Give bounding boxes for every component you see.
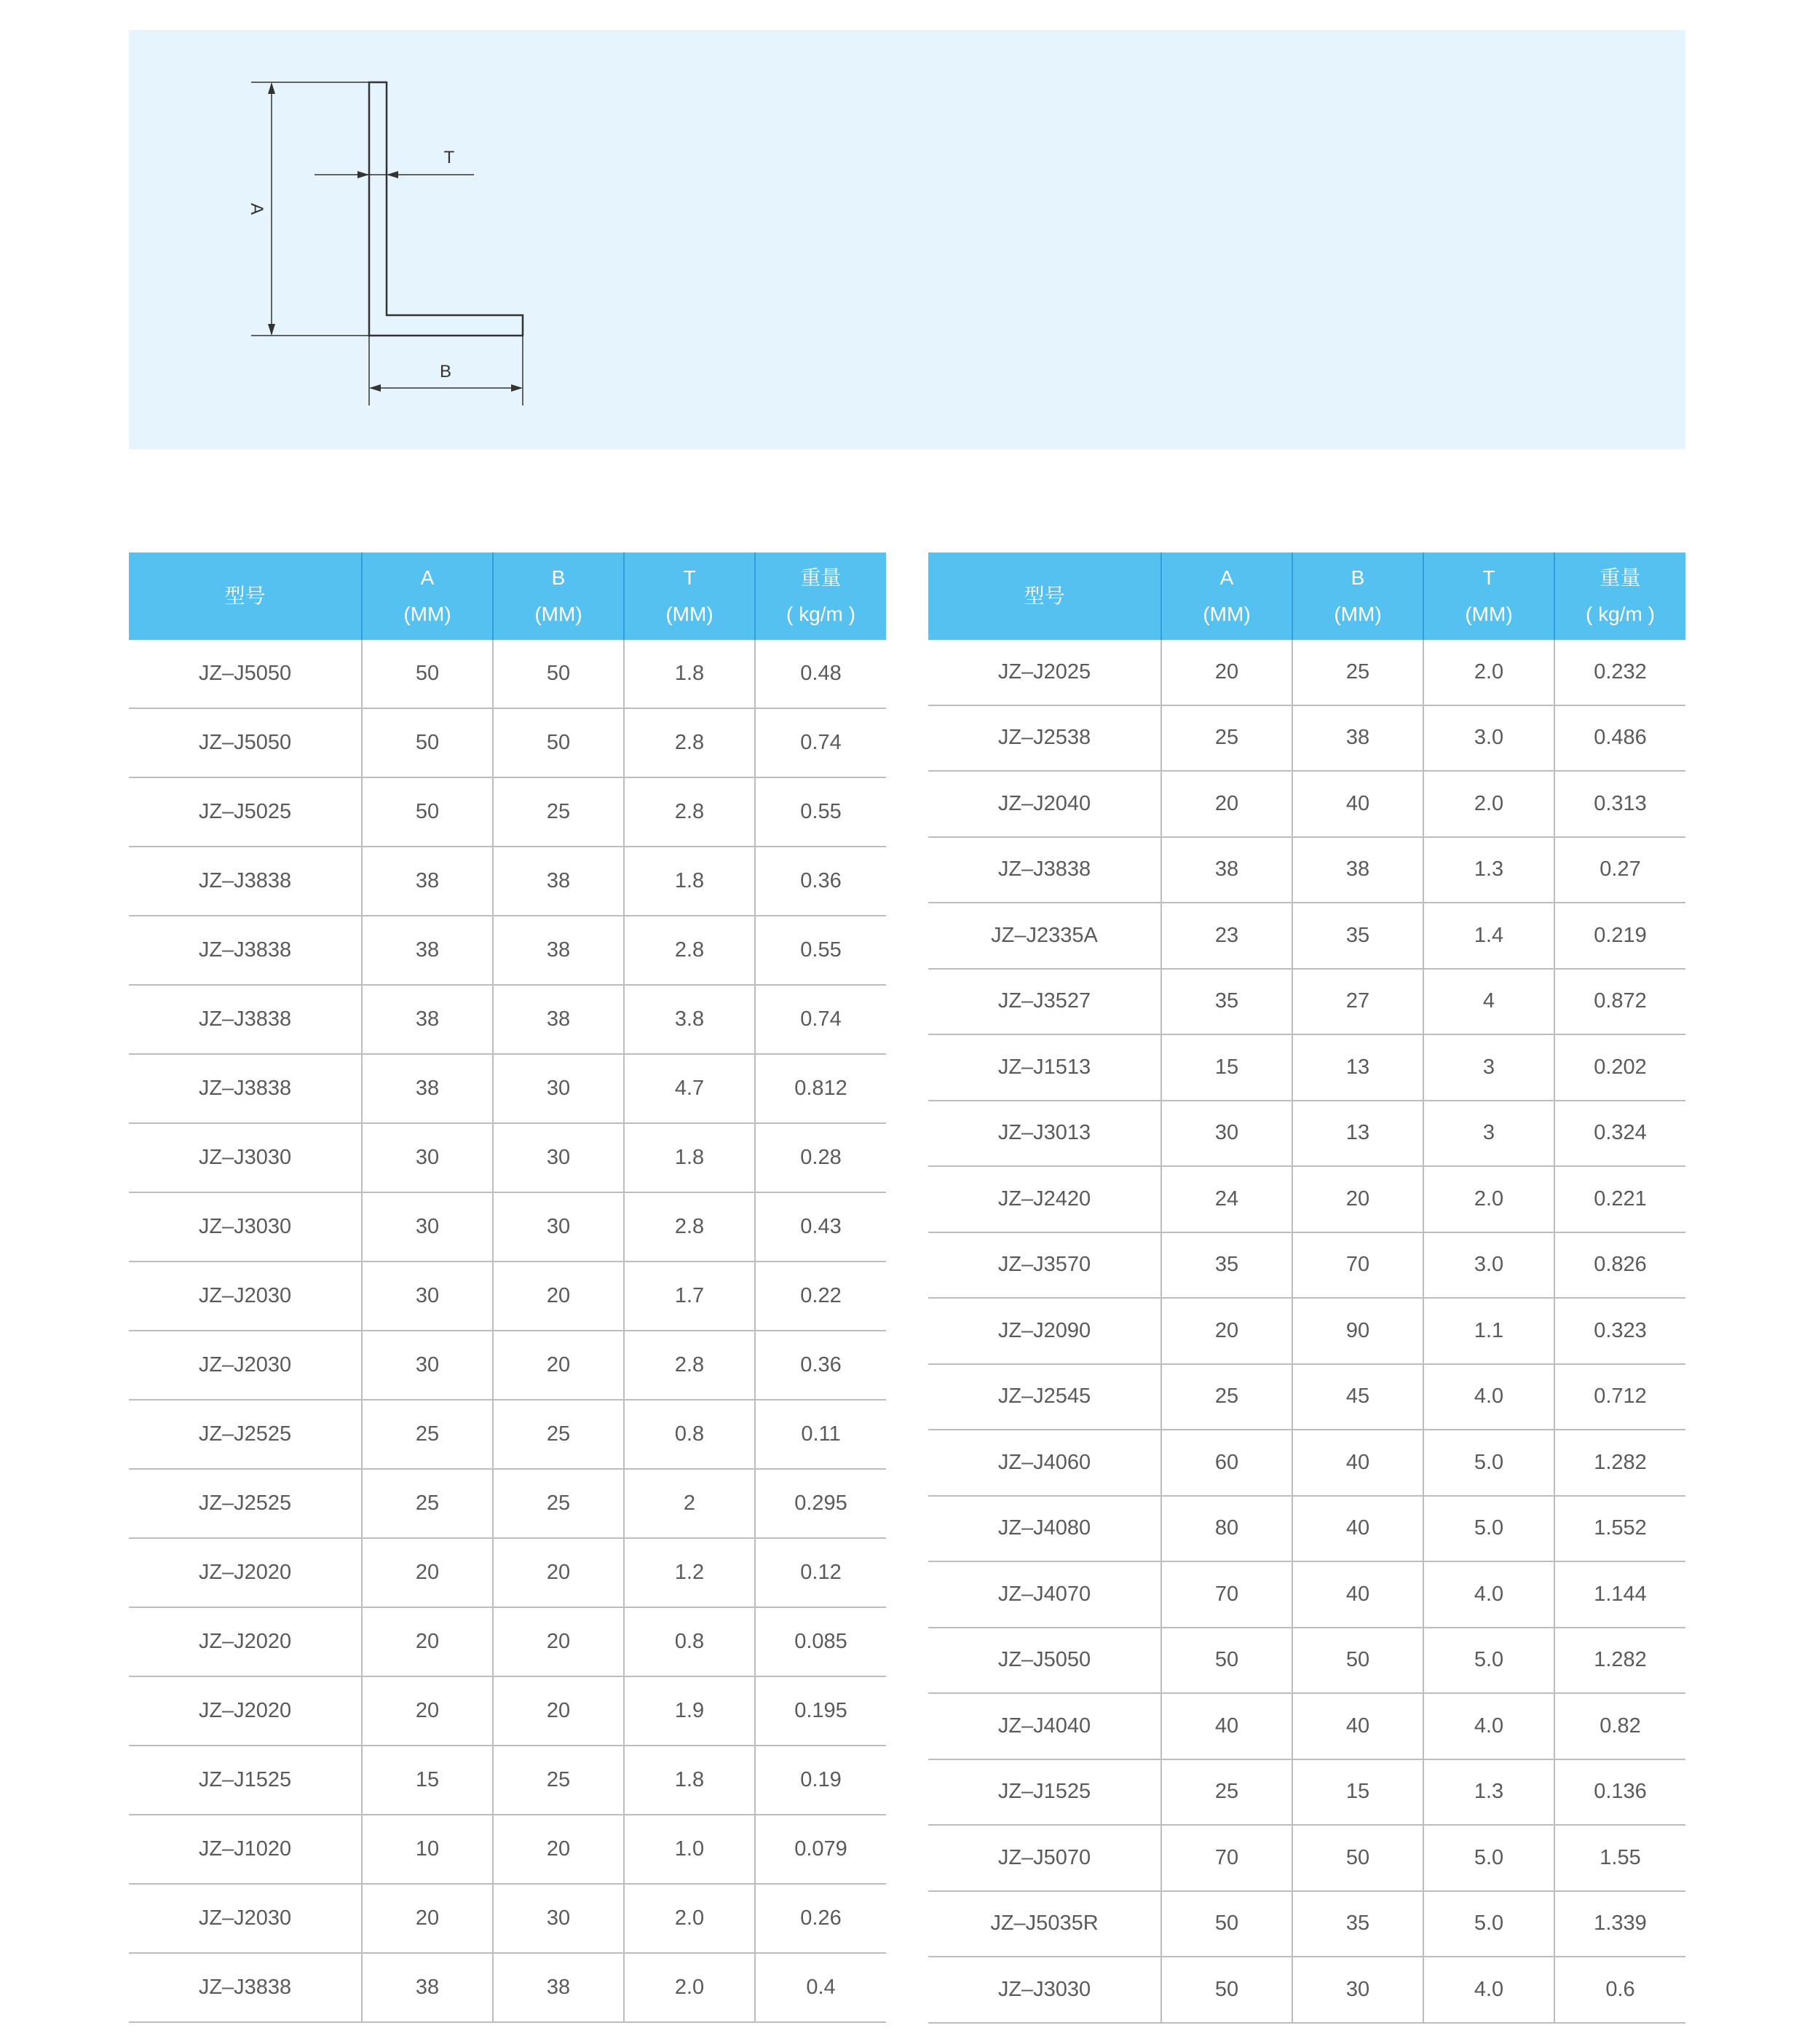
cell-b: 38 <box>493 916 624 985</box>
cell-model: JZ–J3030 <box>129 1123 362 1192</box>
dimension-label-a: A <box>247 202 266 215</box>
cell-model: JZ–J3838 <box>129 847 362 916</box>
cell-t: 3 <box>1423 1101 1554 1167</box>
cell-model: JZ–J2030 <box>129 1261 362 1331</box>
cell-t: 1.0 <box>624 1815 755 1884</box>
cell-weight: 0.12 <box>755 1538 886 1607</box>
cell-model: JZ–J2420 <box>928 1166 1161 1232</box>
cell-t: 2.8 <box>624 708 755 777</box>
header-b <box>493 552 624 640</box>
cell-t: 2.8 <box>624 777 755 847</box>
table-row <box>129 1815 886 1884</box>
table-row <box>129 916 886 985</box>
cell-model: JZ–J2030 <box>129 1884 362 1953</box>
cell-b: 38 <box>1292 705 1423 772</box>
cell-a: 30 <box>362 1331 493 1400</box>
cell-model: JZ–J2545 <box>928 1364 1161 1430</box>
cell-b: 25 <box>1292 640 1423 705</box>
cell-a: 30 <box>1161 1101 1292 1167</box>
cell-b: 15 <box>1292 1759 1423 1826</box>
cell-t: 3.0 <box>1423 1232 1554 1299</box>
cell-model: JZ–J3030 <box>928 1957 1161 2023</box>
table-row <box>928 903 1685 969</box>
cell-a: 38 <box>362 1953 493 2022</box>
table-row <box>928 1101 1685 1167</box>
table-row <box>129 1123 886 1192</box>
cell-model: JZ–J5050 <box>129 708 362 777</box>
cell-a: 23 <box>1161 903 1292 969</box>
header-t <box>1423 552 1554 640</box>
cell-weight: 0.232 <box>1554 640 1685 705</box>
cell-a: 38 <box>362 847 493 916</box>
table-row <box>928 1561 1685 1628</box>
cell-a: 20 <box>1161 640 1292 705</box>
cell-b: 13 <box>1292 1034 1423 1101</box>
cell-t: 3.8 <box>624 985 755 1054</box>
table-row <box>928 640 1685 705</box>
cell-weight: 0.36 <box>755 847 886 916</box>
cell-model: JZ–J2020 <box>129 1607 362 1676</box>
arrow-t-left <box>357 171 369 178</box>
table-row <box>129 1054 886 1123</box>
table-row <box>129 1400 886 1469</box>
cell-weight: 0.74 <box>755 708 886 777</box>
cell-a: 20 <box>362 1538 493 1607</box>
cell-model: JZ–J5025 <box>129 777 362 847</box>
cell-b: 45 <box>1292 1364 1423 1430</box>
cell-model: JZ–J3030 <box>129 1192 362 1261</box>
header-line2: (MM) <box>1334 603 1382 625</box>
cell-weight: 0.74 <box>755 985 886 1054</box>
table-row <box>928 1957 1685 2023</box>
cell-b: 20 <box>493 1261 624 1331</box>
cell-b: 70 <box>1292 1232 1423 1299</box>
cell-t: 1.8 <box>624 640 755 708</box>
cell-model: JZ–J3838 <box>928 837 1161 903</box>
cell-model: JZ–J2538 <box>928 705 1161 772</box>
cell-b: 25 <box>493 1400 624 1469</box>
cell-weight: 0.826 <box>1554 1232 1685 1299</box>
angle-profile-outline <box>369 82 523 336</box>
table-row <box>928 1759 1685 1826</box>
table-row <box>928 1166 1685 1232</box>
cell-t: 5.0 <box>1423 1628 1554 1694</box>
cell-t: 5.0 <box>1423 1825 1554 1891</box>
arrow-a-bottom <box>268 324 275 336</box>
cell-t: 2.8 <box>624 1331 755 1400</box>
cell-t: 2.0 <box>1423 771 1554 837</box>
cell-a: 50 <box>362 777 493 847</box>
cell-b: 13 <box>1292 1101 1423 1167</box>
cell-b: 38 <box>493 985 624 1054</box>
cell-a: 70 <box>1161 1561 1292 1628</box>
cell-model: JZ–J2335A <box>928 903 1161 969</box>
cell-weight: 0.313 <box>1554 771 1685 837</box>
cell-weight: 0.323 <box>1554 1298 1685 1364</box>
cell-weight: 0.55 <box>755 777 886 847</box>
cell-a: 25 <box>1161 1759 1292 1826</box>
table-row <box>928 1496 1685 1562</box>
table-header-row <box>129 552 886 640</box>
cell-a: 20 <box>362 1884 493 1953</box>
cell-a: 38 <box>1161 837 1292 903</box>
cell-t: 2.0 <box>624 1884 755 1953</box>
cell-b: 90 <box>1292 1298 1423 1364</box>
cell-a: 25 <box>1161 705 1292 772</box>
cell-t: 5.0 <box>1423 1430 1554 1496</box>
cell-weight: 0.221 <box>1554 1166 1685 1232</box>
cell-t: 1.3 <box>1423 837 1554 903</box>
cell-a: 50 <box>362 708 493 777</box>
cell-b: 20 <box>493 1331 624 1400</box>
cell-weight: 0.202 <box>1554 1034 1685 1101</box>
cell-b: 20 <box>493 1607 624 1676</box>
cell-model: JZ–J5035R <box>928 1891 1161 1957</box>
cell-model: JZ–J1525 <box>928 1759 1161 1826</box>
cell-a: 30 <box>362 1192 493 1261</box>
cell-model: JZ–J2040 <box>928 771 1161 837</box>
cell-a: 15 <box>362 1746 493 1815</box>
cell-model: JZ–J2020 <box>129 1676 362 1746</box>
cell-t: 1.8 <box>624 1123 755 1192</box>
cell-weight: 1.552 <box>1554 1496 1685 1562</box>
cell-t: 4 <box>1423 969 1554 1035</box>
arrow-b-left <box>369 384 381 392</box>
header-line2: (MM) <box>403 603 451 625</box>
cell-b: 40 <box>1292 1430 1423 1496</box>
table-row <box>129 1261 886 1331</box>
cell-a: 35 <box>1161 969 1292 1035</box>
cell-weight: 0.712 <box>1554 1364 1685 1430</box>
cell-weight: 1.339 <box>1554 1891 1685 1957</box>
cell-weight: 0.43 <box>755 1192 886 1261</box>
spec-table-left <box>129 552 886 2023</box>
cell-b: 40 <box>1292 1561 1423 1628</box>
cell-a: 30 <box>362 1261 493 1331</box>
table-header-row <box>928 552 1685 640</box>
table-row <box>928 705 1685 772</box>
header-line2: (MM) <box>665 603 713 625</box>
cell-a: 15 <box>1161 1034 1292 1101</box>
header-line1: B <box>1351 566 1365 589</box>
header-b <box>1292 552 1423 640</box>
cell-t: 1.8 <box>624 1746 755 1815</box>
header-line1: A <box>420 566 435 589</box>
cell-weight: 0.82 <box>1554 1693 1685 1759</box>
cell-weight: 1.144 <box>1554 1561 1685 1628</box>
cell-b: 50 <box>1292 1628 1423 1694</box>
table-row <box>928 969 1685 1035</box>
cell-t: 1.8 <box>624 847 755 916</box>
table-row <box>129 1331 886 1400</box>
spec-table-right <box>928 552 1685 2024</box>
cell-model: JZ–J3838 <box>129 1054 362 1123</box>
table-row <box>129 1607 886 1676</box>
cell-t: 5.0 <box>1423 1496 1554 1562</box>
cell-b: 50 <box>493 708 624 777</box>
cell-a: 80 <box>1161 1496 1292 1562</box>
table-row <box>129 1469 886 1538</box>
cell-a: 35 <box>1161 1232 1292 1299</box>
cell-a: 25 <box>1161 1364 1292 1430</box>
cell-b: 30 <box>493 1192 624 1261</box>
cell-weight: 0.48 <box>755 640 886 708</box>
cell-b: 30 <box>493 1123 624 1192</box>
profile-diagram-panel <box>129 30 1685 449</box>
cell-b: 20 <box>493 1815 624 1884</box>
table-row <box>928 1364 1685 1430</box>
cell-weight: 0.295 <box>755 1469 886 1538</box>
cell-model: JZ–J2525 <box>129 1400 362 1469</box>
cell-a: 40 <box>1161 1693 1292 1759</box>
cell-model: JZ–J1525 <box>129 1746 362 1815</box>
cell-t: 4.0 <box>1423 1364 1554 1430</box>
cell-a: 20 <box>362 1607 493 1676</box>
header-model <box>928 552 1161 640</box>
cell-model: JZ–J3838 <box>129 1953 362 2022</box>
dimension-label-t: T <box>443 148 455 167</box>
cell-t: 1.1 <box>1423 1298 1554 1364</box>
table-row <box>129 847 886 916</box>
cell-t: 2.8 <box>624 916 755 985</box>
cell-weight: 0.36 <box>755 1331 886 1400</box>
table-row <box>928 1034 1685 1101</box>
cell-weight: 1.282 <box>1554 1628 1685 1694</box>
cell-a: 70 <box>1161 1825 1292 1891</box>
header-line2: (MM) <box>1203 603 1251 625</box>
cell-t: 2.0 <box>1423 1166 1554 1232</box>
cell-t: 5.0 <box>1423 1891 1554 1957</box>
header-line1: B <box>551 566 566 589</box>
cell-weight: 0.219 <box>1554 903 1685 969</box>
table-row <box>928 1628 1685 1694</box>
header-a <box>362 552 493 640</box>
cell-t: 0.8 <box>624 1400 755 1469</box>
cell-weight: 0.812 <box>755 1054 886 1123</box>
table-row <box>129 1676 886 1746</box>
cell-a: 50 <box>1161 1628 1292 1694</box>
cell-model: JZ–J3838 <box>129 985 362 1054</box>
cell-weight: 0.6 <box>1554 1957 1685 2023</box>
table-row <box>129 1746 886 1815</box>
cell-b: 30 <box>1292 1957 1423 2023</box>
cell-weight: 1.282 <box>1554 1430 1685 1496</box>
cell-weight: 0.28 <box>755 1123 886 1192</box>
table-row <box>928 1298 1685 1364</box>
dimension-label-b: B <box>439 362 452 381</box>
cell-b: 30 <box>493 1054 624 1123</box>
cell-a: 30 <box>362 1123 493 1192</box>
cell-model: JZ–J5070 <box>928 1825 1161 1891</box>
header-line1: A <box>1219 566 1234 589</box>
cell-b: 25 <box>493 777 624 847</box>
cell-model: JZ–J4040 <box>928 1693 1161 1759</box>
cell-a: 20 <box>1161 771 1292 837</box>
cell-b: 40 <box>1292 771 1423 837</box>
cell-b: 25 <box>493 1469 624 1538</box>
table-row <box>928 771 1685 837</box>
table-row <box>129 985 886 1054</box>
arrow-a-top <box>268 82 275 94</box>
cell-b: 30 <box>493 1884 624 1953</box>
table-row <box>129 777 886 847</box>
cell-t: 0.8 <box>624 1607 755 1676</box>
header-model <box>129 552 362 640</box>
cell-model: JZ–J4070 <box>928 1561 1161 1628</box>
cell-weight: 0.27 <box>1554 837 1685 903</box>
cell-t: 1.3 <box>1423 1759 1554 1826</box>
header-weight <box>755 552 886 640</box>
cell-t: 4.0 <box>1423 1561 1554 1628</box>
cell-t: 4.0 <box>1423 1693 1554 1759</box>
cell-model: JZ–J5050 <box>928 1628 1161 1694</box>
table-row <box>928 1825 1685 1891</box>
cell-a: 10 <box>362 1815 493 1884</box>
arrow-t-right <box>387 171 398 178</box>
cell-model: JZ–J3570 <box>928 1232 1161 1299</box>
cell-weight: 0.486 <box>1554 705 1685 772</box>
cell-weight: 0.085 <box>755 1607 886 1676</box>
header-t <box>624 552 755 640</box>
cell-b: 20 <box>493 1538 624 1607</box>
cell-b: 50 <box>1292 1825 1423 1891</box>
cell-t: 3 <box>1423 1034 1554 1101</box>
header-line1: T <box>683 566 696 589</box>
header-weight <box>1554 552 1685 640</box>
cell-weight: 0.26 <box>755 1884 886 1953</box>
cell-weight: 0.136 <box>1554 1759 1685 1826</box>
cell-a: 60 <box>1161 1430 1292 1496</box>
cell-weight: 0.195 <box>755 1676 886 1746</box>
cell-b: 35 <box>1292 903 1423 969</box>
table-row <box>928 1232 1685 1299</box>
cell-t: 1.4 <box>1423 903 1554 969</box>
cell-model: JZ–J2020 <box>129 1538 362 1607</box>
cell-a: 20 <box>362 1676 493 1746</box>
cell-t: 3.0 <box>1423 705 1554 772</box>
cell-t: 1.2 <box>624 1538 755 1607</box>
cell-model: JZ–J5050 <box>129 640 362 708</box>
cell-model: JZ–J1513 <box>928 1034 1161 1101</box>
table-row <box>129 1192 886 1261</box>
cell-b: 40 <box>1292 1693 1423 1759</box>
table-row <box>928 1891 1685 1957</box>
cell-t: 2 <box>624 1469 755 1538</box>
cell-t: 2.8 <box>624 1192 755 1261</box>
header-line1: 型号 <box>224 585 266 607</box>
cell-weight: 0.872 <box>1554 969 1685 1035</box>
cell-model: JZ–J1020 <box>129 1815 362 1884</box>
header-line2: ( kg/m ) <box>1586 603 1655 625</box>
cell-t: 4.0 <box>1423 1957 1554 2023</box>
cell-t: 1.9 <box>624 1676 755 1746</box>
cell-b: 25 <box>493 1746 624 1815</box>
cell-t: 1.7 <box>624 1261 755 1331</box>
cell-weight: 0.4 <box>755 1953 886 2022</box>
header-line1: 型号 <box>1024 585 1065 607</box>
header-line2: (MM) <box>534 603 582 625</box>
cell-model: JZ–J3527 <box>928 969 1161 1035</box>
table-row <box>928 1693 1685 1759</box>
cell-weight: 0.55 <box>755 916 886 985</box>
angle-profile-diagram <box>129 30 1685 449</box>
cell-b: 50 <box>493 640 624 708</box>
cell-a: 38 <box>362 916 493 985</box>
arrow-b-right <box>511 384 523 392</box>
cell-a: 24 <box>1161 1166 1292 1232</box>
cell-weight: 0.079 <box>755 1815 886 1884</box>
table-row <box>129 640 886 708</box>
cell-weight: 0.11 <box>755 1400 886 1469</box>
cell-t: 4.7 <box>624 1054 755 1123</box>
table-row <box>129 1538 886 1607</box>
header-line1: 重量 <box>1600 566 1641 589</box>
cell-a: 25 <box>362 1400 493 1469</box>
table-row <box>129 1953 886 2022</box>
cell-b: 40 <box>1292 1496 1423 1562</box>
cell-a: 50 <box>1161 1891 1292 1957</box>
header-line2: ( kg/m ) <box>786 603 855 625</box>
cell-b: 38 <box>1292 837 1423 903</box>
cell-b: 38 <box>493 847 624 916</box>
header-line1: T <box>1482 566 1495 589</box>
cell-weight: 0.19 <box>755 1746 886 1815</box>
table-row <box>129 1884 886 1953</box>
cell-t: 2.0 <box>624 1953 755 2022</box>
cell-weight: 1.55 <box>1554 1825 1685 1891</box>
cell-weight: 0.324 <box>1554 1101 1685 1167</box>
cell-model: JZ–J4080 <box>928 1496 1161 1562</box>
cell-a: 20 <box>1161 1298 1292 1364</box>
cell-b: 27 <box>1292 969 1423 1035</box>
cell-a: 25 <box>362 1469 493 1538</box>
header-line1: 重量 <box>800 566 842 589</box>
cell-a: 38 <box>362 1054 493 1123</box>
cell-b: 20 <box>1292 1166 1423 1232</box>
cell-t: 2.0 <box>1423 640 1554 705</box>
cell-model: JZ–J3838 <box>129 916 362 985</box>
header-a <box>1161 552 1292 640</box>
cell-model: JZ–J2090 <box>928 1298 1161 1364</box>
cell-a: 38 <box>362 985 493 1054</box>
cell-model: JZ–J4060 <box>928 1430 1161 1496</box>
cell-model: JZ–J2525 <box>129 1469 362 1538</box>
cell-a: 50 <box>362 640 493 708</box>
cell-b: 38 <box>493 1953 624 2022</box>
cell-b: 35 <box>1292 1891 1423 1957</box>
cell-model: JZ–J2025 <box>928 640 1161 705</box>
cell-model: JZ–J3013 <box>928 1101 1161 1167</box>
table-row <box>928 1430 1685 1496</box>
table-row <box>129 708 886 777</box>
cell-model: JZ–J2030 <box>129 1331 362 1400</box>
cell-a: 50 <box>1161 1957 1292 2023</box>
cell-b: 20 <box>493 1676 624 1746</box>
header-line2: (MM) <box>1465 603 1513 625</box>
cell-weight: 0.22 <box>755 1261 886 1331</box>
table-row <box>928 837 1685 903</box>
